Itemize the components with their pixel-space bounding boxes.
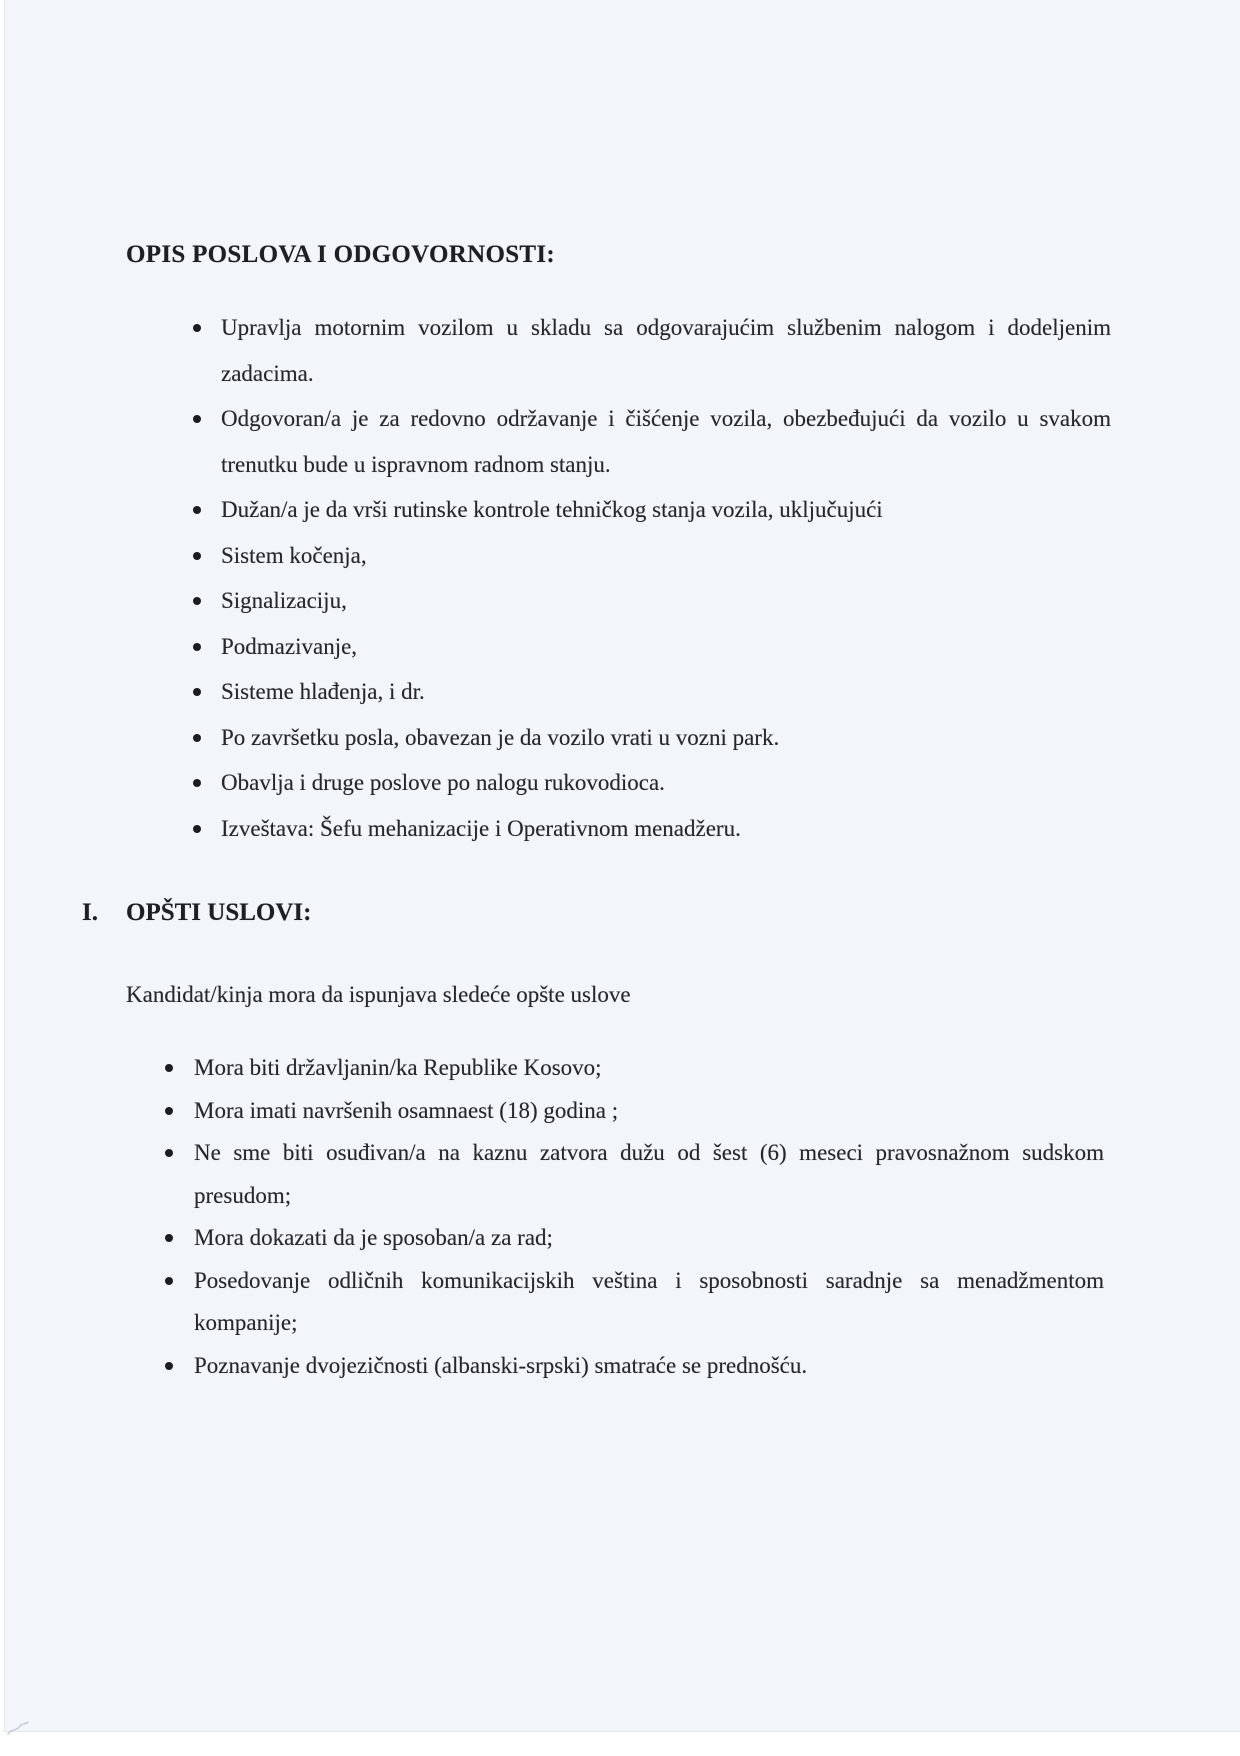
list-item xyxy=(191,715,1111,761)
page-title: OPIS POSLOVA I ODGOVORNOSTI: xyxy=(126,240,556,268)
bullet-icon xyxy=(193,552,201,560)
bullet-icon xyxy=(193,734,201,742)
bullet-icon xyxy=(193,779,201,787)
list-item-text: Mora imati navršenih osamnaest (18) godina ; xyxy=(194,1097,619,1123)
bullet-icon xyxy=(193,688,201,696)
section-numeral: I. xyxy=(82,899,98,926)
list-item-text: Mora dokazati da je sposoban/a za rad; xyxy=(194,1225,553,1250)
section-title: OPŠTI USLOVI: xyxy=(126,899,312,926)
intro-paragraph: Kandidat/kinja mora da ispunjava sledeće opšte uslove xyxy=(126,982,631,1007)
list-item-text: Ne sme biti osuđivan/a na kaznu zatvora dužu od šest (6) meseci pravosnažnom sudskom presudom; xyxy=(194,1140,1104,1208)
list-item-text: Posedovanje odličnih komunikacijskih veština i sposobnosti saradnje sa menadžmentom kompanije; xyxy=(194,1267,1104,1335)
list-item xyxy=(191,533,1111,579)
bullet-icon xyxy=(193,324,201,332)
list-item-text: Po završetku posla, obavezan je da vozilo vrati u vozni park. xyxy=(221,724,780,750)
bullet-icon xyxy=(193,643,201,651)
list-item xyxy=(191,760,1111,806)
bullet-icon xyxy=(165,1362,173,1370)
list-item xyxy=(191,624,1111,670)
list-item-text: Upravlja motornim vozilom u skladu sa odgovarajućim službenim nalogom i dodeljenim zadacima. xyxy=(221,315,1111,386)
bullet-icon xyxy=(193,506,201,514)
list-item-text: Mora biti državljanin/ka Republike Kosovo; xyxy=(194,1055,602,1080)
document-page xyxy=(4,0,1240,1732)
conditions-list xyxy=(163,1047,1104,1387)
list-item-text: Signalizaciju, xyxy=(221,588,347,613)
bullet-icon xyxy=(165,1064,173,1072)
list-item xyxy=(163,1260,1104,1345)
list-item xyxy=(191,578,1111,624)
list-item xyxy=(163,1047,1104,1090)
list-item xyxy=(163,1132,1104,1217)
list-item-text: Izveštava: Šefu mehanizacije i Operativnom menadžeru. xyxy=(221,815,741,841)
list-item-text: Obavlja i druge poslove po nalogu rukovodioca. xyxy=(221,770,665,795)
list-item xyxy=(191,806,1111,852)
list-item xyxy=(191,305,1111,396)
duties-list xyxy=(191,305,1111,851)
bullet-icon xyxy=(165,1277,173,1285)
bullet-icon xyxy=(193,597,201,605)
list-item xyxy=(163,1217,1104,1260)
list-item xyxy=(163,1345,1104,1388)
list-item xyxy=(191,487,1111,533)
bullet-icon xyxy=(165,1107,173,1115)
list-item xyxy=(163,1090,1104,1133)
bullet-icon xyxy=(193,415,201,423)
list-item xyxy=(191,669,1111,715)
bullet-icon xyxy=(193,825,201,833)
list-item-text: Odgovoran/a je za redovno održavanje i čišćenje vozila, obezbeđujući da vozilo u svakom trenutku bude u ispravnom radnom stanju. xyxy=(221,406,1111,477)
list-item-text: Sisteme hlađenja, i dr. xyxy=(221,679,425,704)
bullet-icon xyxy=(165,1234,173,1242)
section-heading xyxy=(82,899,311,927)
list-item-text: Poznavanje dvojezičnosti (albanski-srpski) smatraće se prednošću. xyxy=(194,1352,808,1378)
list-item-text: Sistem kočenja, xyxy=(221,542,367,568)
list-item xyxy=(191,396,1111,487)
list-item-text: Podmazivanje, xyxy=(221,633,358,659)
scan-artifact xyxy=(7,1720,33,1736)
list-item-text: Dužan/a je da vrši rutinske kontrole tehničkog stanja vozila, uključujući xyxy=(221,497,883,522)
bullet-icon xyxy=(165,1149,173,1157)
